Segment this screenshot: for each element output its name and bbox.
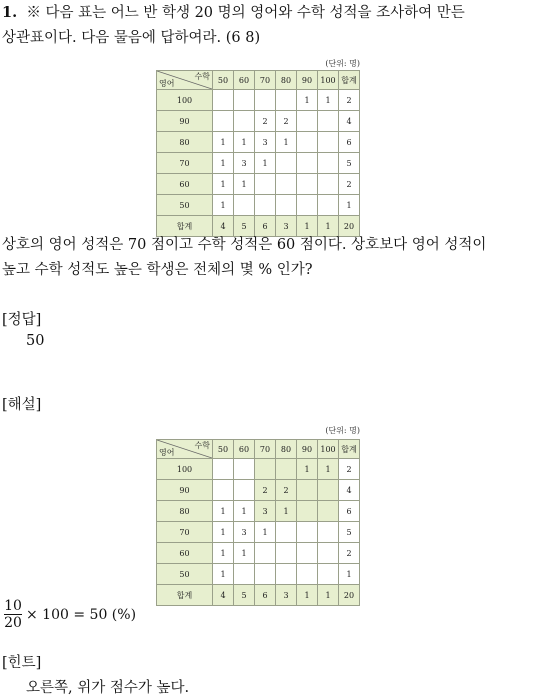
table-cell: 3 (234, 522, 255, 543)
table-cell (234, 480, 255, 501)
corner-x-label: 수학 (194, 72, 210, 81)
table-cell (234, 564, 255, 585)
table-cell (234, 459, 255, 480)
table-cell (297, 480, 318, 501)
table-cell: 2 (255, 111, 276, 132)
table-cell: 1 (276, 501, 297, 522)
problem-line2: 높고 수학 성적도 높은 학생은 전체의 몇 % 인가? (2, 262, 313, 278)
question-line1: ※ 다음 표는 어느 반 학생 20 명의 영어와 수학 성적을 조사하여 만든 (26, 5, 465, 21)
table-cell (276, 195, 297, 216)
column-header: 70 (255, 440, 276, 459)
table-cell: 2 (339, 174, 360, 195)
table-cell (318, 543, 339, 564)
table-row (157, 522, 360, 543)
column-header: 50 (213, 440, 234, 459)
table-cell: 3 (255, 132, 276, 153)
table-cell (297, 195, 318, 216)
table-cell (297, 543, 318, 564)
table-cell: 6 (255, 585, 276, 606)
table-cell (213, 459, 234, 480)
table-cell: 1 (234, 132, 255, 153)
corner-x-label: 수학 (194, 441, 210, 450)
solution-label: [해설] (2, 397, 42, 413)
table-cell (318, 153, 339, 174)
table-cell (318, 522, 339, 543)
table-cell: 1 (213, 522, 234, 543)
hint-text: 오른쪽, 위가 점수가 높다. (26, 680, 190, 696)
table-cell: 1 (213, 501, 234, 522)
table-cell: 1 (339, 195, 360, 216)
row-label: 100 (157, 459, 213, 480)
table-cell: 1 (213, 132, 234, 153)
formula-rest: × 100 = 50 (%) (26, 606, 137, 623)
table-cell (276, 174, 297, 195)
table-cell (297, 153, 318, 174)
table-unit: (단위: 명) (325, 59, 360, 68)
column-header: 60 (234, 440, 255, 459)
column-header: 70 (255, 71, 276, 90)
table-row (157, 111, 360, 132)
table-cell: 2 (339, 459, 360, 480)
row-label: 합계 (157, 585, 213, 606)
table-cell: 1 (318, 585, 339, 606)
row-label: 60 (157, 543, 213, 564)
column-header: 80 (276, 71, 297, 90)
table-cell: 1 (213, 564, 234, 585)
row-label: 90 (157, 111, 213, 132)
table-unit: (단위: 명) (325, 426, 360, 435)
hint-label: [힌트] (2, 655, 42, 671)
table-cell: 1 (339, 564, 360, 585)
table-cell: 1 (255, 153, 276, 174)
table-cell (255, 195, 276, 216)
table-cell (297, 174, 318, 195)
table-row (157, 195, 360, 216)
total-row (157, 585, 360, 606)
table-cell (276, 564, 297, 585)
table-cell: 3 (255, 501, 276, 522)
column-header: 합계 (339, 71, 360, 90)
column-header: 100 (318, 440, 339, 459)
fraction (4, 598, 22, 631)
table-cell (318, 132, 339, 153)
table-cell: 1 (297, 90, 318, 111)
table-cell: 2 (255, 480, 276, 501)
table-row (157, 459, 360, 480)
numerator: 10 (4, 598, 22, 614)
table-cell: 3 (276, 585, 297, 606)
question-line2: 상관표이다. 다음 물음에 답하여라. (6 8) (2, 30, 261, 46)
table-cell (234, 195, 255, 216)
table-cell (297, 501, 318, 522)
table-cell: 4 (213, 216, 234, 237)
table-row (157, 174, 360, 195)
table-cell: 2 (276, 111, 297, 132)
table-cell (276, 459, 297, 480)
column-header: 80 (276, 440, 297, 459)
table-cell (213, 111, 234, 132)
header-row (157, 71, 360, 90)
column-header: 90 (297, 71, 318, 90)
table-cell: 20 (339, 585, 360, 606)
table-cell (276, 543, 297, 564)
table-cell (297, 111, 318, 132)
table-cell (213, 480, 234, 501)
question-header (2, 0, 532, 51)
table-cell: 1 (297, 459, 318, 480)
table-cell (255, 174, 276, 195)
row-label: 80 (157, 501, 213, 522)
table-cell (255, 564, 276, 585)
table-cell: 20 (339, 216, 360, 237)
table-cell: 6 (339, 132, 360, 153)
table-cell: 4 (339, 111, 360, 132)
table-cell (276, 153, 297, 174)
row-label: 70 (157, 522, 213, 543)
table-cell (318, 111, 339, 132)
table-cell (213, 90, 234, 111)
row-label: 70 (157, 153, 213, 174)
table-cell: 2 (276, 480, 297, 501)
table-grid (156, 70, 360, 237)
table-cell: 1 (318, 459, 339, 480)
row-label: 50 (157, 195, 213, 216)
table-cell: 6 (339, 501, 360, 522)
table-cell (297, 132, 318, 153)
table-cell (297, 564, 318, 585)
table-row (157, 501, 360, 522)
table-cell (255, 90, 276, 111)
table-cell (318, 501, 339, 522)
table-cell: 1 (318, 90, 339, 111)
denominator: 20 (4, 615, 22, 631)
table-cell (297, 522, 318, 543)
table-cell (255, 543, 276, 564)
corner-y-label: 영어 (159, 448, 175, 457)
table-cell: 1 (234, 543, 255, 564)
table-row (157, 132, 360, 153)
row-label: 90 (157, 480, 213, 501)
table-cell (318, 564, 339, 585)
column-header: 합계 (339, 440, 360, 459)
table-cell: 5 (339, 522, 360, 543)
table-cell: 1 (213, 153, 234, 174)
table-row (157, 153, 360, 174)
table-cell: 5 (339, 153, 360, 174)
table-cell (276, 90, 297, 111)
table-cell: 1 (234, 501, 255, 522)
table-cell: 2 (339, 543, 360, 564)
correlation-table (156, 58, 360, 237)
table-cell: 1 (276, 132, 297, 153)
row-label: 합계 (157, 216, 213, 237)
table-row (157, 564, 360, 585)
table-cell: 1 (318, 216, 339, 237)
table-cell (318, 480, 339, 501)
table-cell: 1 (213, 195, 234, 216)
table-cell (276, 522, 297, 543)
row-label: 100 (157, 90, 213, 111)
table-cell: 1 (213, 174, 234, 195)
answer-value: 50 (26, 333, 45, 349)
row-label: 50 (157, 564, 213, 585)
answer-label: [정답] (2, 312, 42, 328)
table-cell: 2 (339, 90, 360, 111)
column-header: 100 (318, 71, 339, 90)
table-cell: 1 (255, 522, 276, 543)
table-cell (234, 90, 255, 111)
table-cell: 1 (297, 216, 318, 237)
solution-formula (4, 598, 136, 631)
table-cell: 1 (297, 585, 318, 606)
table-cell: 4 (339, 480, 360, 501)
table-cell: 3 (234, 153, 255, 174)
corner-cell (157, 440, 213, 459)
table-cell (318, 195, 339, 216)
problem-text (2, 233, 486, 283)
table-cell (234, 111, 255, 132)
column-header: 50 (213, 71, 234, 90)
table-cell: 1 (213, 543, 234, 564)
solution-table (156, 425, 360, 606)
table-row (157, 90, 360, 111)
table-row (157, 543, 360, 564)
table-cell: 6 (255, 216, 276, 237)
row-label: 60 (157, 174, 213, 195)
table-row (157, 480, 360, 501)
problem-line1: 상호의 영어 성적은 70 점이고 수학 성적은 60 점이다. 상호보다 영어 성적이 (2, 237, 487, 253)
table-cell: 4 (213, 585, 234, 606)
table-cell: 1 (234, 174, 255, 195)
column-header: 90 (297, 440, 318, 459)
table-cell: 3 (276, 216, 297, 237)
row-label: 80 (157, 132, 213, 153)
table-grid (156, 439, 360, 606)
column-header: 60 (234, 71, 255, 90)
question-number: 1. (2, 4, 18, 21)
corner-cell (157, 71, 213, 90)
corner-y-label: 영어 (159, 79, 175, 88)
table-cell: 5 (234, 216, 255, 237)
table-cell: 5 (234, 585, 255, 606)
table-cell (318, 174, 339, 195)
header-row (157, 440, 360, 459)
table-cell (255, 459, 276, 480)
